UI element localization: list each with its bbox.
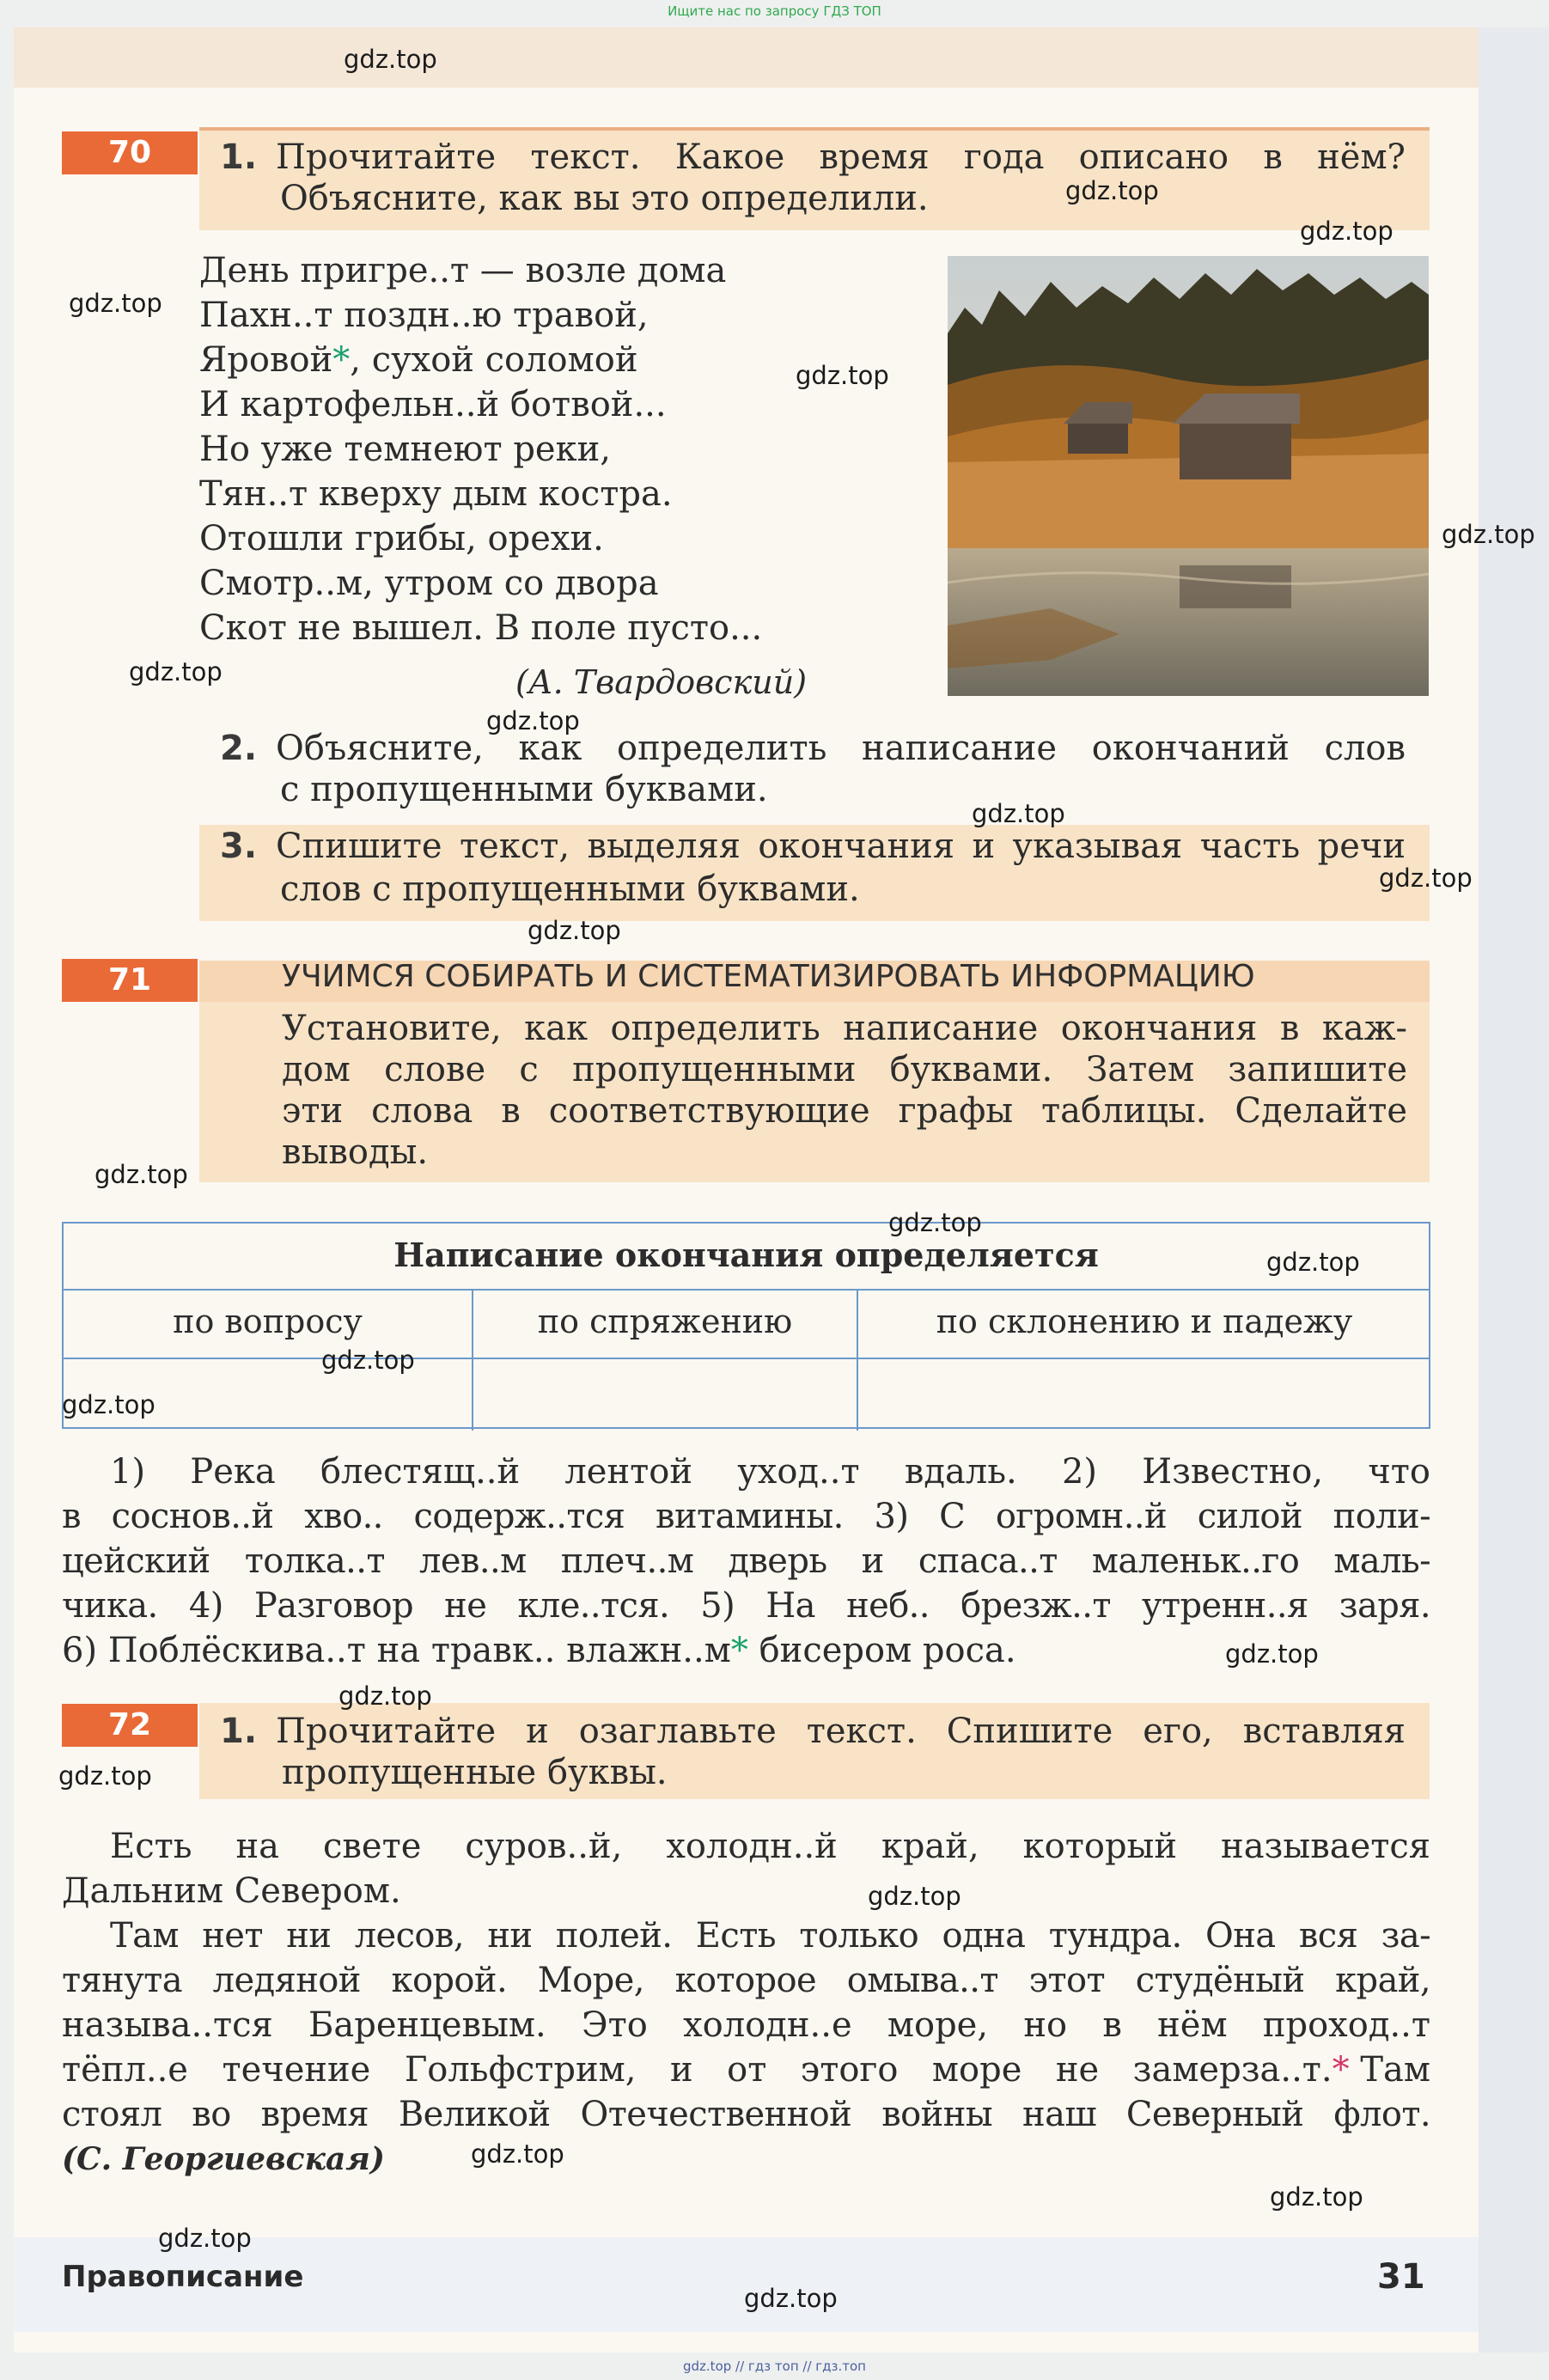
text-line: Есть на свете суров..й, холодн..й край, который называется [110,1827,1430,1866]
watermark: gdz.top [129,657,223,687]
watermark: gdz.top [972,799,1065,828]
sentence-line: цейский толка..т лев..м плеч..м дверь и спаса..т маленьк..го маль- [62,1541,1430,1581]
ex70-task3-line2: слов с пропущенными буквами. [280,870,860,909]
ending-rules-table [62,1222,1430,1429]
table-column-header: по спряжению [537,1303,793,1340]
watermark: gdz.top [69,289,162,318]
page-edge-shadow [1479,27,1549,2353]
text-line: Там нет ни лесов, ни полей. Есть только одна тундра. Она вся за- [110,1916,1430,1956]
asterisk-mark: * [730,1631,748,1670]
watermark: gdz.top [528,916,621,945]
watermark: gdz.top [1225,1639,1319,1669]
poem-line: Скот не вышел. В поле пусто... [199,608,763,648]
asterisk-mark: * [1332,2050,1350,2090]
ex71-task-line2: дом слове с пропущенными буквами. Затем запишите [282,1050,1407,1089]
autumn-landscape-image [948,256,1429,696]
poem-author: (А. Твардовский) [515,663,808,701]
watermark: gdz.top [62,1390,156,1419]
ex72-task1-line2: пропущенные буквы. [282,1753,668,1792]
ex71-heading: УЧИМСЯ СОБИРАТЬ И СИСТЕМАТИЗИРОВАТЬ ИНФОРМАЦИЮ [282,959,1255,994]
watermark: gdz.top [1266,1248,1360,1277]
poem-line: Тян..т кверху дым костра. [199,474,673,514]
poem-line: Яровой*, сухой соломой [199,340,638,380]
sentence-line: 6) Поблёскива..т на травк.. влажн..м* бисером роса. [62,1631,1016,1670]
text-line: стоял во время Великой Отечественной войны наш Северный флот. [62,2095,1430,2134]
table-column-header: по склонению и падежу [936,1303,1353,1340]
ex70-band-line [199,127,1430,131]
watermark: gdz.top [888,1208,982,1237]
ex72-author: (С. Георгиевская) [62,2141,385,2177]
exercise-72-number: 72 [62,1704,198,1747]
watermark: gdz.top [158,2224,252,2253]
poem-line: День пригре..т — возле дома [199,251,727,290]
ex70-task3-line1: 3. Спишите текст, выделяя окончания и указывая часть речи [220,827,1406,866]
footer-section-title: Правописание [62,2260,304,2294]
ex70-task1-line2: Объясните, как вы это определили. [280,179,929,218]
watermark: gdz.top [344,45,437,74]
exercise-71-number: 71 [62,959,198,1002]
asterisk-mark: * [332,340,351,380]
watermark: gdz.top [1300,217,1393,246]
poem-line: Пахн..т поздн..ю травой, [199,296,649,335]
bottom-banner: gdz.top // гдз топ // гдз.топ [683,2359,866,2374]
text-line: Дальним Севером. [62,1871,401,1911]
watermark: gdz.top [1379,864,1473,893]
ex71-task-line1: Установите, как определить написание окончания в каж- [282,1009,1407,1048]
text-line: тянута ледяной корой. Море, которое омыва..т этот студёный край, [62,1961,1430,2000]
page-number: 31 [1377,2257,1425,2297]
watermark: gdz.top [486,706,580,735]
poem-line: Отошли грибы, орехи. [199,519,604,558]
ex72-task1-line1: 1. Прочитайте и озаглавьте текст. Спишите его, вставляя [220,1712,1406,1751]
sentence-line: 1) Река блестящ..й лентой уход..т вдаль. 2) Известно, что [110,1452,1430,1492]
poem-line: Но уже темнеют реки, [199,430,611,469]
text-line: называ..тся Баренцевым. Это холодн..е море, но в нём проход..т [62,2005,1430,2045]
watermark: gdz.top [744,2284,838,2313]
ex70-task1-line1: 1. Прочитайте текст. Какое время года описано в нём? [220,137,1406,177]
table-column-header: по вопросу [173,1303,363,1340]
watermark: gdz.top [338,1681,432,1711]
table-header: Написание окончания определяется [393,1236,1099,1274]
ex71-task-line4: выводы. [282,1132,429,1172]
watermark: gdz.top [868,1882,961,1911]
watermark: gdz.top [471,2139,564,2169]
watermark: gdz.top [1065,176,1159,205]
ex70-task2-line1: 2. Объясните, как определить написание окончаний слов [220,729,1406,768]
watermark: gdz.top [321,1346,415,1375]
top-banner: Ищите нас по запросу ГДЗ ТОП [668,3,881,19]
watermark: gdz.top [1442,520,1535,549]
watermark: gdz.top [95,1160,188,1189]
sentence-line: чика. 4) Разговор не кле..тся. 5) На неб.. брезж..т утренн..я заря. [62,1586,1430,1626]
watermark: gdz.top [796,361,889,390]
ex71-task-line3: эти слова в соответствующие графы таблицы. Сделайте [282,1091,1407,1131]
ex70-task1-num: 1. [220,137,258,177]
sentence-line: в соснов..й хво.. содерж..тся витамины. 3) С огромн..й силой поли- [62,1497,1430,1536]
poem-line: И картофельн..й ботвой... [199,385,667,424]
page-top-band [14,27,1479,88]
autumn-landscape-photo [948,256,1429,696]
watermark: gdz.top [58,1761,152,1791]
ex70-task2-line2: с пропущенными буквами. [280,770,768,809]
text-line: тёпл..е течение Гольфстрим, и от этого море не замерза..т. * Там [62,2050,1430,2090]
exercise-70-number: 70 [62,131,198,174]
poem-line: Смотр..м, утром со двора [199,564,659,603]
watermark: gdz.top [1270,2182,1363,2212]
